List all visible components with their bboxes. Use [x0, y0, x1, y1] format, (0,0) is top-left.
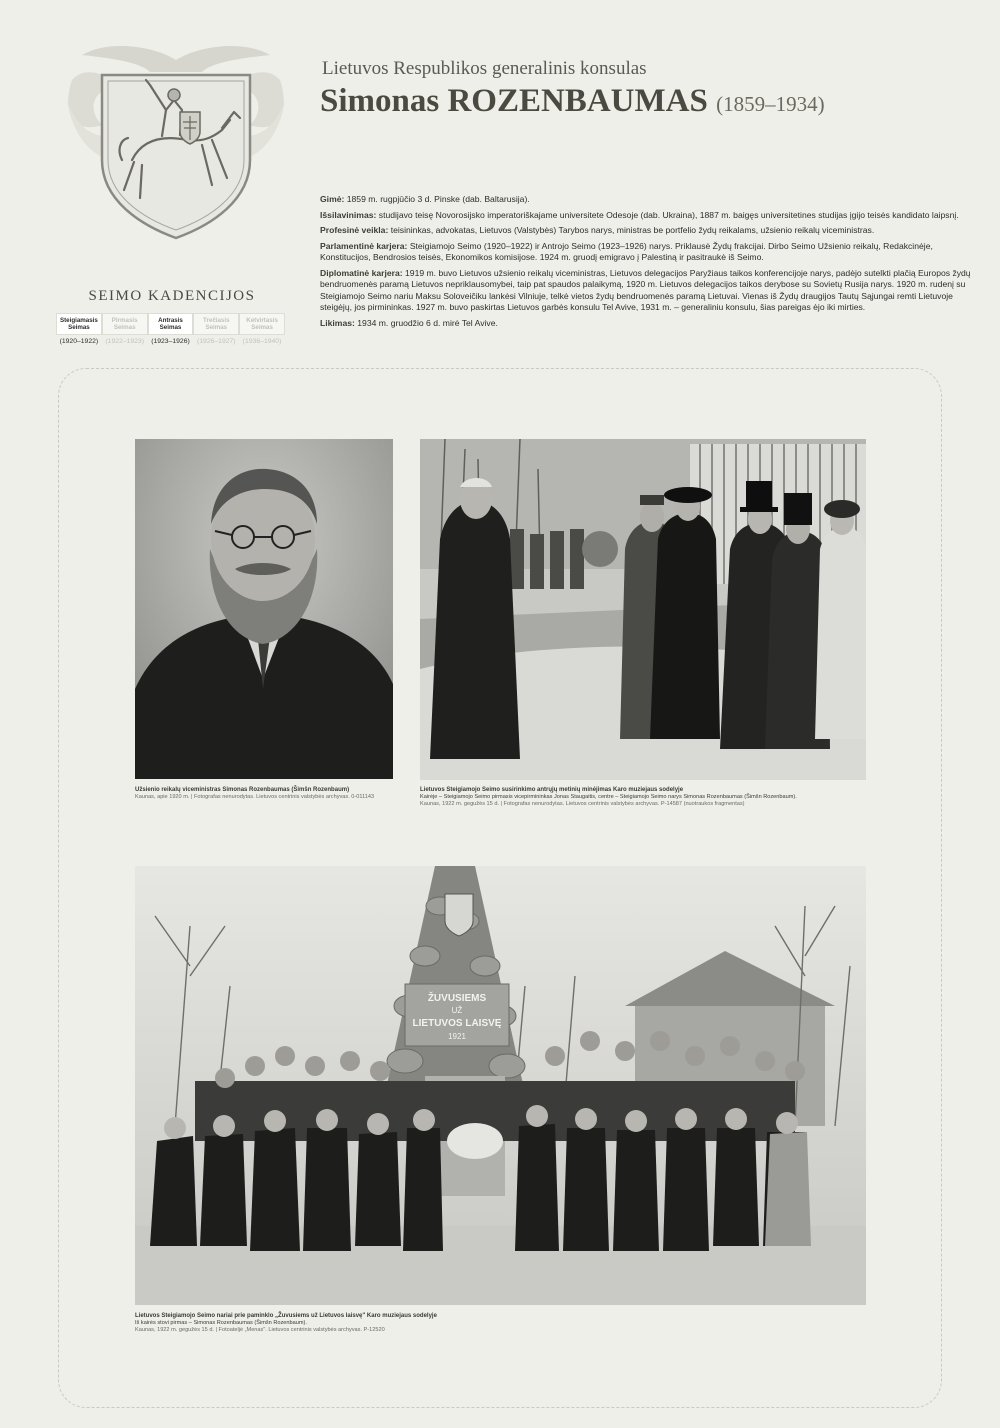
term-antrasis [148, 313, 194, 345]
terms-heading: SEIMO KADENCIJOS [88, 288, 256, 304]
garden-ceremony-photo [420, 439, 866, 780]
term-years: (1922–1923) [105, 338, 144, 345]
term-name: Steigiamasis Seimas [56, 313, 102, 335]
term-name: Pirmasis Seimas [102, 313, 148, 335]
title-subtitle: Lietuvos Respublikos generalinis konsulas [322, 58, 647, 79]
bio-entry [320, 210, 980, 222]
monument-group-photo [135, 866, 866, 1305]
term-pirmasis [102, 313, 148, 345]
caption-description: Kairėje – Steigiamojo Seimo pirmasis vicepirmininkas Jonas Staugaitis, centre – Steigiamojo Seimo narys Simonas Rozenbaumas (Šimšn Rozenbaum). [420, 794, 797, 801]
caption-title: Lietuvos Steigiamojo Seimo nariai prie paminklo „Žuvusiems už Lietuvos laisvę" Karo muziejaus sodelyje [135, 1313, 437, 1319]
bio-entry [320, 225, 980, 237]
monument-inscription-line4: 1921 [448, 1032, 466, 1041]
bio-text: studijavo teisę Novorosijsko imperatoriškajame universitete Odesoje (dab. Ukraina), 1887 m. baigęs universitetines studijas įgijo teisės kandidato laipsnį. [378, 209, 959, 220]
monument-inscription-line1: ŽUVUSIEMS [427, 993, 487, 1004]
term-name: Trečiasis Seimas [193, 313, 239, 335]
caption-source: Kaunas, apie 1920 m. | Fotografas nenurodytas. Lietuvos centrinis valstybės archyvas. 0-011143 [135, 794, 375, 801]
bio-entry [320, 268, 980, 314]
bio-text: 1919 m. buvo Lietuvos užsienio reikalų viceministras, Lietuvos delegacijos Paryžiaus taikos konferencijoje narys, padėjo sutelkti plačią Europos žydų bendruomenės paramą Lietuvos nepriklausomybei, taip pat spaudos palaikymą, 1920 m. Lietuvos delegacijos taikos derybose su Sovietų Rusija narys. 1920 m. rudenį su Steigiamojo Seimo nariu Maksu Soloveičiku lankėsi Vilniuje, telkė vietos žydų bendruomenės paramą Lietuvai. Vienas iš Žydų draugijos Tautų Sąjungai remti Lietuvoje steigėjų, jos pirmininkas. 1927 m. buvo paskirtas Lietuvos garbės konsulu Tel Avive, 1931 m. – generaliniu konsulu, šias pareigas ėjo iki mirties. [320, 267, 971, 312]
term-name: Ketvirtasis Seimas [239, 313, 285, 335]
terms-table [56, 313, 285, 345]
bio-text: 1934 m. gruodžio 6 d. mirė Tel Avive. [357, 317, 498, 328]
bio-label: Parlamentinė karjera: [320, 240, 408, 251]
portrait-photo [135, 439, 393, 779]
bio-label: Gimė: [320, 194, 345, 204]
page-title [320, 83, 825, 120]
bio-text: Steigiamojo Seimo (1920–1922) ir Antrojo Seimo (1923–1926) narys. Priklausė Žydų frakcijai. Dirbo Seimo Užsienio reikalų, Redakcinėje, Konstitucijos, Bendrosios teisės, Ekonomikos komisijose. 1924 m. gruodį emigravo į Palestiną ir pasitraukė iš Seimo. [320, 240, 933, 262]
term-years: (1923–1926) [151, 338, 190, 345]
bio-text: teisininkas, advokatas, Lietuvos (Valstybės) Tarybos narys, ministras be portfelio žydų reikalams, užsienio reikalų viceministras. [390, 225, 875, 235]
term-years: (1926–1927) [197, 338, 236, 345]
term-name: Antrasis Seimas [148, 313, 194, 335]
photo-caption [135, 787, 435, 801]
monument-inscription-line3: LIETUVOS LAISVĘ [412, 1018, 502, 1029]
bio-entry [320, 241, 980, 264]
term-years: (1936–1940) [242, 338, 282, 345]
term-steigiamasis [56, 313, 102, 345]
term-ketvirtasis [239, 313, 285, 345]
caption-title: Užsienio reikalų viceministras Simonas Rozenbaumas (Šimšn Rozenbaum) [135, 787, 350, 793]
photo-caption [135, 1313, 735, 1335]
bio-entry [320, 318, 980, 330]
bio-label: Diplomatinė karjera: [320, 267, 403, 278]
bio-label: Išsilavinimas: [320, 209, 377, 220]
bio-entry [320, 194, 980, 206]
caption-description: Iš kairės stovi pirmas – Simonas Rozenbaumas (Šimšn Rozenbaum). [135, 1320, 307, 1327]
bio-label: Profesinė veikla: [320, 225, 389, 235]
caption-source: Kaunas, 1922 m. gegužės 15 d. | Fotografas nenurodytas. Lietuvos centrinis valstybės archyvas. P-14587 (nuotraukos fragmentas) [420, 801, 745, 808]
monument-inscription-line2: UŽ [451, 1006, 463, 1015]
person-name: Simonas ROZENBAUMAS [320, 83, 708, 119]
life-years: (1859–1934) [716, 92, 825, 116]
photo-caption [420, 787, 866, 809]
caption-title: Lietuvos Steigiamojo Seimo susirinkimo antrųjų metinių minėjimas Karo muziejaus sodelyje [420, 787, 684, 793]
coat-of-arms-crest [62, 40, 290, 245]
biography [320, 194, 980, 333]
term-years: (1920–1922) [59, 338, 99, 345]
bio-text: 1859 m. rugpjūčio 3 d. Pinske (dab. Baltarusija). [346, 194, 530, 204]
bio-label: Likimas: [320, 317, 355, 328]
caption-source: Kaunas, 1922 m. gegužės 15 d. | Fotoateljė „Menas". Lietuvos centrinis valstybės archyvas. P-12520 [135, 1327, 385, 1334]
term-treciasis [193, 313, 239, 345]
